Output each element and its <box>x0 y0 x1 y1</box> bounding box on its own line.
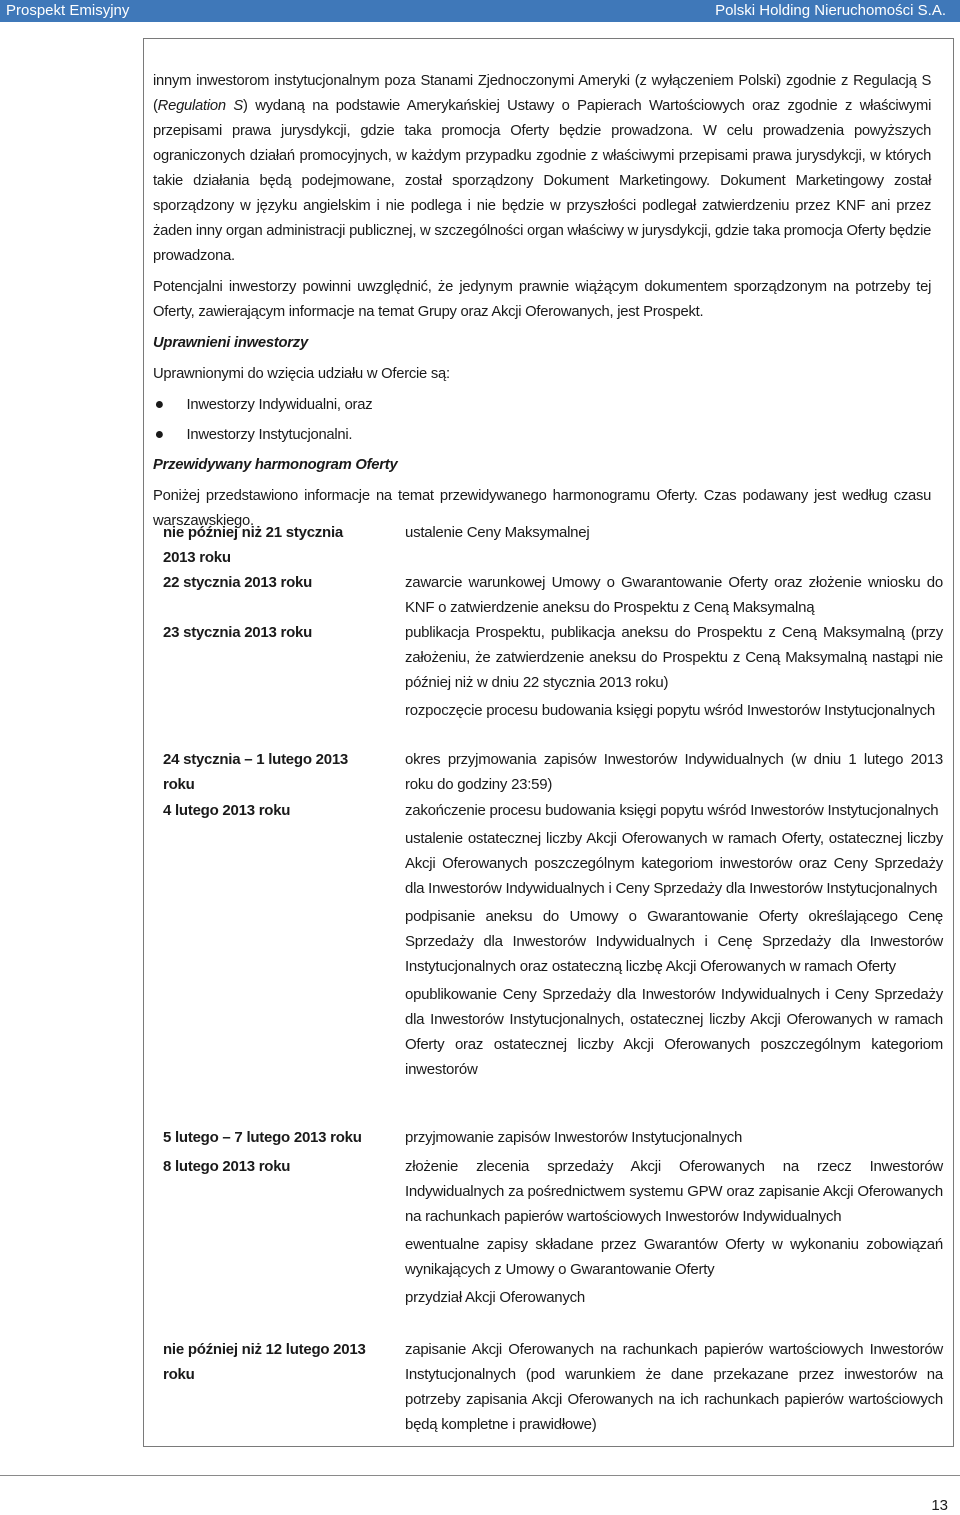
schedule-actions: przyjmowanie zapisów Inwestorów Instytucjonalnych <box>405 1129 743 1146</box>
table-row <box>163 570 943 620</box>
table-row <box>163 747 943 798</box>
eligible-list <box>153 392 931 452</box>
page-header <box>0 0 960 22</box>
eligible-investors-heading: Uprawnieni inwestorzy <box>153 334 308 351</box>
schedule-date: 22 stycznia 2013 roku <box>163 574 313 591</box>
schedule-date: 4 lutego 2013 roku <box>163 802 291 819</box>
intro-paragraph-1 <box>153 68 931 268</box>
eligible-lead: Uprawnionymi do wzięcia udziału w Ofercie są: <box>153 365 450 382</box>
list-item-text: Inwestorzy Indywidualni, oraz <box>186 396 373 413</box>
main-content <box>153 68 931 533</box>
schedule-lead: Poniżej przedstawiono informacje na temat przewidywanego harmonogramu Oferty. Czas podawany jest według czasu warszawskiego. <box>153 487 932 529</box>
table-row <box>163 1337 943 1437</box>
schedule-heading: Przewidywany harmonogram Oferty <box>153 456 398 473</box>
schedule-actions: okres przyjmowania zapisów Inwestorów Indywidualnych (w dniu 1 lutego 2013 roku do godziny 23:59) <box>405 751 943 793</box>
schedule-table <box>163 520 943 1437</box>
list-item <box>153 422 931 452</box>
page-number: 13 <box>931 1497 948 1514</box>
schedule-actions: ustalenie Ceny Maksymalnej <box>405 524 590 541</box>
list-item <box>153 392 931 422</box>
table-row <box>163 798 943 1125</box>
intro-paragraph-2: Potencjalni inwestorzy powinni uwzględnić, że jedynym prawnie wiążącym dokumentem sporządzonym na potrzeby tej Oferty, zawierającym informacje na temat Grupy oraz Akcji Oferowanych, jest Prospekt. <box>153 278 932 320</box>
schedule-actions: zapisanie Akcji Oferowanych na rachunkach papierów wartościowych Inwestorów Instytucjonalnych (pod warunkiem że dane przekazane przez inwestorów na potrzeby zapisania Akcji Oferowanych na ich rachunkach papierów wartościowych będą kompletne i prawidłowe) <box>405 1341 943 1433</box>
schedule-actions: publikacja Prospektu, publikacja aneksu do Prospektu z Ceną Maksymalną (przy założeniu, że zatwierdzenie aneksu do Prospektu z Ceną Maksymalną nastąpi nie później niż w dniu 22 stycznia 2013 roku) rozpoczęcie procesu budowania księgi popytu wśród Inwestorów Instytucjonalnych <box>405 624 943 719</box>
schedule-actions: zakończenie procesu budowania księgi popytu wśród Inwestorów Instytucjonalnych ustalenie ostatecznej liczby Akcji Oferowanych w ramach Oferty, ostatecznej liczby Akcji Oferowanych poszczególnym kategoriom inwestorów oraz Ceny Sprzedaży dla Inwestorów Indywidualnych i Ceny Sprzedaży dla Inwestorów Instytucjonalnych podpisanie aneksu do Umowy o Gwarantowanie Oferty określającego Cenę Sprzedaży dla Inwestorów Indywidualnych i Cenę Sprzedaży dla Inwestorów Instytucjonalnych oraz ostateczną liczbę Akcji Oferowanych w ramach Oferty opublikowanie Ceny Sprzedaży dla Inwestorów Indywidualnych i Ceny Sprzedaży dla Inwestorów Instytucjonalnych, ostatecznej liczby Akcji Oferowanych w ramach Oferty oraz ostatecznej liczby Akcji Oferowanych poszczególnym kategoriom inwestorów <box>405 802 943 1078</box>
table-row <box>163 620 943 747</box>
list-item-text: Inwestorzy Instytucjonalni. <box>186 426 353 443</box>
schedule-date: 24 stycznia – 1 lutego 2013 roku <box>163 751 349 793</box>
footer-divider <box>0 1475 960 1476</box>
schedule-date: 5 lutego – 7 lutego 2013 roku <box>163 1129 362 1146</box>
schedule-date: 23 stycznia 2013 roku <box>163 624 313 641</box>
schedule-actions: zawarcie warunkowej Umowy o Gwarantowanie Oferty oraz złożenie wniosku do KNF o zatwierdzenie aneksu do Prospektu z Ceną Maksymalną <box>405 574 943 616</box>
intro-italic-term: Regulation S <box>157 97 244 114</box>
table-row <box>163 1154 943 1337</box>
company-name: Polski Holding Nieruchomości S.A. <box>715 2 946 19</box>
document-title: Prospekt Emisyjny <box>6 2 130 19</box>
table-row <box>163 1125 943 1154</box>
intro-text-b: ) wydaną na podstawie Amerykańskiej Ustawy o Papierach Wartościowych oraz zgodnie z właściwymi przepisami prawa jurysdykcji, gdzie taka promocja Oferty będzie prowadzona. W celu prowadzenia powyższych ograniczonych działań promocyjnych, w każdym przypadku zgodnie z właściwymi przepisami prawa jurysdykcji, w których takie działania będą podejmowane, został sporządzony Dokument Marketingowy. Dokument Marketingowy został sporządzony w języku angielskim i nie podlega i nie będzie w przyszłości podlegał zatwierdzeniu przez KNF ani przez żaden inny organ administracji publicznej, w szczególności organ właściwy w jurysdykcji, gdzie taka promocja Oferty będzie prowadzona. <box>153 97 932 264</box>
schedule-date: 8 lutego 2013 roku <box>163 1158 291 1175</box>
schedule-actions: złożenie zlecenia sprzedaży Akcji Oferowanych na rzecz Inwestorów Indywidualnych za pośrednictwem systemu GPW oraz zapisanie Akcji Oferowanych na rachunkach papierów wartościowych Inwestorów Indywidualnych ewentualne zapisy składane przez Gwarantów Oferty w wykonaniu zobowiązań wynikających z Umowy o Gwarantowanie Oferty przydział Akcji Oferowanych <box>405 1158 943 1306</box>
schedule-date: nie później niż 21 stycznia 2013 roku <box>163 524 343 566</box>
table-row <box>163 520 943 570</box>
schedule-date: nie później niż 12 lutego 2013 roku <box>163 1341 366 1383</box>
intro-text-a: innym inwestorom instytucjonalnym poza Stanami Zjednoczonymi Ameryki (z wyłączeniem Polski) zgodnie z Regulacją S ( <box>153 72 932 114</box>
bullet-icon <box>156 431 163 438</box>
bullet-icon <box>156 401 163 408</box>
